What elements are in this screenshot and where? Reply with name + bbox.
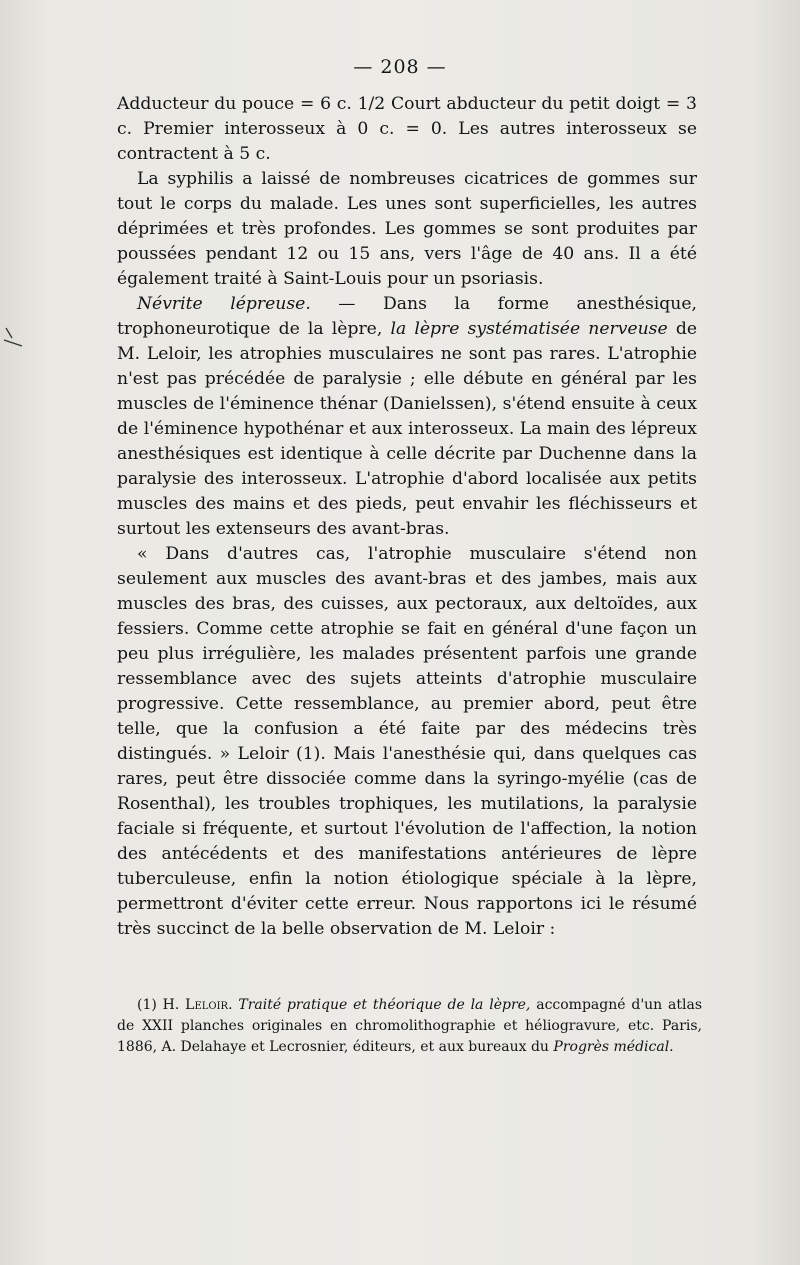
footnote-title: Traité pratique et théorique de la lèpre, [232, 997, 531, 1013]
paragraph-text: — Dans la forme anesthésique, trophoneurotique de la lèpre, [117, 294, 697, 339]
section-heading-nevrite: Névrite lépreuse. [137, 294, 311, 314]
page-number: — 208 — [353, 56, 447, 78]
italic-term: la lèpre systématisée nerveuse [390, 319, 668, 339]
footnote-text: accompagné d'un atlas de XXII planches originales en chromolithographie et héliogravure, etc. Paris, 1886, A. Delahaye et Lecrosnier, éditeurs, et aux bureaux du [117, 997, 703, 1055]
footnote-mark: (1) H. [137, 997, 186, 1013]
footnote-author: Leloir. [185, 997, 233, 1013]
margin-pencil-mark [2, 326, 24, 348]
paragraph-syphilis: La syphilis a laissé de nombreuses cicatrices de gommes sur tout le corps du malade. Les unes sont superficielles, les autres déprimées et très profondes. Les gommes se sont produites par poussées pendant 12 ou 15 ans, vers l'âge de 40 ans. Il a été également traité à Saint-Louis pour un psoriasis. [117, 169, 697, 289]
paragraph-nevrite-lepreuse [117, 292, 697, 542]
paragraph-leloir-quote: « Dans d'autres cas, l'atrophie musculaire s'étend non seulement aux muscles des avant-bras et des jambes, mais aux muscles des bras, des cuisses, aux pectoraux, aux deltoïdes, aux fessiers. Comme cette atrophie se fait en général d'une façon un peu plus irrégulière, les malades présentent parfois une grande ressemblance avec des sujets atteints d'atrophie musculaire progressive. Cette ressemblance, au premier abord, peut être telle, que la confusion a été faite par des médecins très distingués. » Leloir (1). Mais l'anesthésie qui, dans quelques cas rares, peut être dissociée comme dans la syringo-myélie (cas de Rosenthal), les troubles trophiques, les mutilations, la paralysie faciale si fréquente, et surtout l'évolution de l'affection, la notion des antécédents et des manifestations antérieures de lèpre tuberculeuse, enfin la notion étiologique spéciale à la lèpre, permettront d'éviter cette erreur. Nous rapportons ici le résumé très succinct de la belle observation de M. Leloir : [117, 544, 697, 939]
paragraph-text: de M. Leloir, les atrophies musculaires ne sont pas rares. L'atrophie n'est pas précédée de paralysie ; elle débute en général par les muscles de l'éminence thénar (Danielssen), s'étend ensuite à ceux de l'éminence hypothénar et aux interosseux. La main des lépreux anesthésiques est identique à celle décrite par Duchenne dans la paralysie des interosseux. L'atrophie d'abord localisée aux petits muscles des mains et des pieds, peut envahir les fléchisseurs et surtout les extenseurs des avant-bras. [117, 319, 697, 539]
footnote-journal: Progrès médical. [553, 1039, 674, 1055]
paragraph-muscle-measurements: Adducteur du pouce = 6 c. 1/2 Court abducteur du petit doigt = 3 c. Premier interosseux à 0 c. = 0. Les autres interosseux se contractent à 5 c. [117, 94, 697, 164]
body-text [117, 92, 697, 942]
footnote [117, 995, 702, 1058]
